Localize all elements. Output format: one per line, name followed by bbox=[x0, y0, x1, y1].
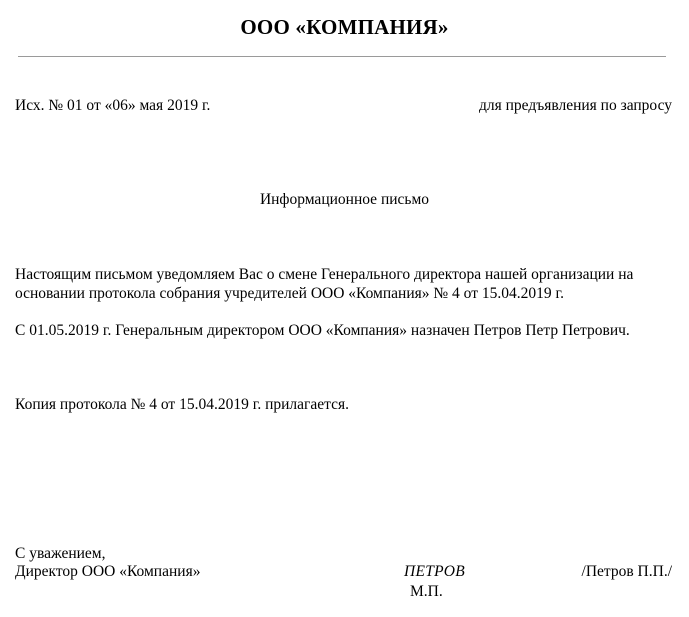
body-paragraph-appointment: С 01.05.2019 г. Генеральным директором ООО «Компания» назначен Петров Петр Петрович. bbox=[15, 322, 630, 339]
signer-name: /Петров П.П./ bbox=[581, 563, 672, 580]
body-paragraph-notice: Настоящим письмом уведомляем Вас о смене Генерального директора нашей организации на основании протокола собрания учредителей ООО «Компания» № 4 от 15.04.2019 г. bbox=[15, 266, 634, 302]
handwritten-signature: ПЕТРОВ bbox=[404, 563, 466, 580]
company-header: ООО «КОМПАНИЯ» bbox=[240, 15, 449, 39]
outgoing-reference: Исх. № 01 от «06» мая 2019 г. bbox=[15, 97, 211, 114]
header-divider bbox=[18, 56, 666, 57]
body-paragraph-attachment: Копия протокола № 4 от 15.04.2019 г. прилагается. bbox=[15, 396, 349, 413]
closing-phrase: С уважением, bbox=[15, 545, 106, 562]
stamp-placeholder: М.П. bbox=[410, 583, 443, 600]
letter-purpose: для предъявления по запросу bbox=[478, 97, 672, 114]
document-title: Информационное письмо bbox=[259, 191, 430, 208]
signer-position: Директор ООО «Компания» bbox=[15, 563, 201, 580]
